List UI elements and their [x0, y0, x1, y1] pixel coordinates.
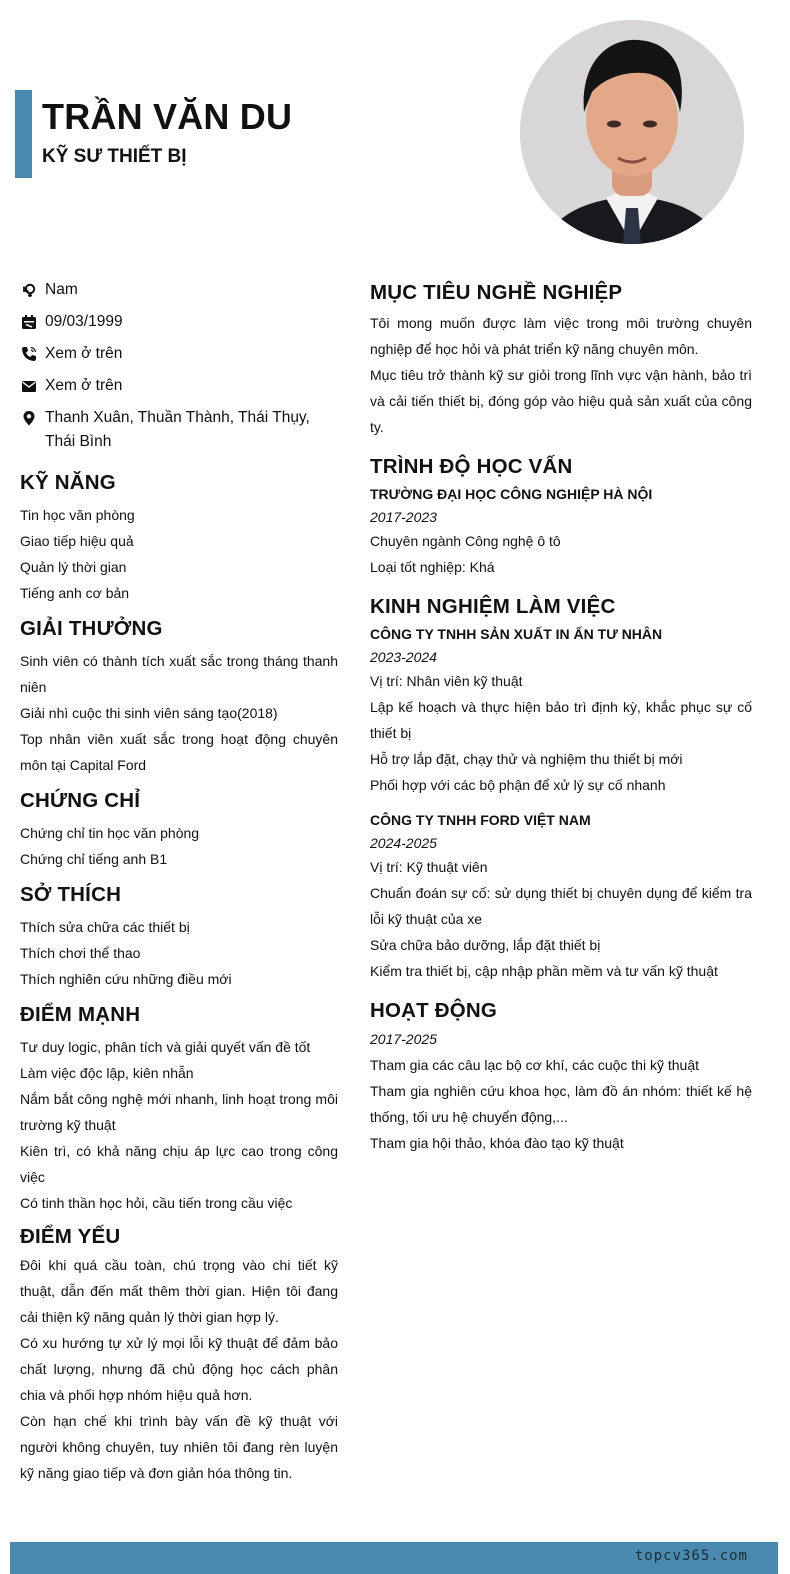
contact-gender — [20, 278, 338, 302]
objective-item: Mục tiêu trở thành kỹ sư giỏi trong lĩnh vực vận hành, bảo trì và cải tiến thiết bị, đóng góp vào hiệu quả sản xuất của công ty. — [370, 367, 752, 435]
awards-heading: GIẢI THƯỞNG — [20, 617, 163, 640]
weakness-item: Đôi khi quá cầu toàn, chú trọng vào chi tiết kỹ thuật, dẫn đến mất thêm thời gian. Hiện tôi đang cải thiện kỹ năng quản lý thời gian hợp lý. — [20, 1257, 338, 1325]
experience-job — [370, 622, 752, 798]
award-item: Sinh viên có thành tích xuất sắc trong tháng thanh niên — [20, 653, 338, 695]
education-heading: TRÌNH ĐỘ HỌC VẤN — [370, 455, 573, 478]
footer-bar — [10, 1542, 778, 1574]
job-item: Kiểm tra thiết bị, cập nhập phần mềm và tư vấn kỹ thuật — [370, 963, 718, 979]
job-company: CÔNG TY TNHH FORD VIỆT NAM — [370, 812, 591, 828]
objective-item: Tôi mong muốn được làm việc trong môi trường chuyên nghiệp để học hỏi và phát triển kỹ năng chuyên môn. — [370, 315, 752, 357]
job-period: 2024-2025 — [370, 835, 437, 851]
award-item: Top nhân viên xuất sắc trong hoạt động chuyên môn tại Capital Ford — [20, 731, 338, 773]
hobbies-section — [20, 882, 338, 992]
email-icon — [20, 374, 37, 398]
strength-item: Tư duy logic, phân tích và giải quyết vấn đề tốt — [20, 1039, 311, 1055]
objective-heading: MỤC TIÊU NGHỀ NGHIỆP — [370, 281, 623, 304]
job-item: Phối hợp với các bộ phận để xử lý sự cố nhanh — [370, 777, 666, 793]
experience-section — [370, 594, 752, 984]
hobby-item: Thích chơi thể thao — [20, 945, 141, 961]
certificate-item: Chứng chỉ tiếng anh B1 — [20, 851, 168, 867]
job-item: Sửa chữa bảo dưỡng, lắp đặt thiết bị — [370, 937, 601, 953]
hobbies-heading: SỞ THÍCH — [20, 883, 122, 906]
job-item: Vị trí: Nhân viên kỹ thuật — [370, 673, 523, 689]
strength-item: Có tinh thần học hỏi, cầu tiến trong cầu việc — [20, 1195, 293, 1211]
contact-address — [20, 406, 338, 454]
strengths-section — [20, 1002, 338, 1216]
contact-phone — [20, 342, 338, 366]
contact-email-text: Xem ở trên — [45, 377, 123, 394]
contact-birthday-text: 09/03/1999 — [45, 313, 123, 330]
education-school: TRƯỜNG ĐẠI HỌC CÔNG NGHIỆP HÀ NỘI — [370, 486, 653, 502]
award-item: Giải nhì cuộc thi sinh viên sáng tạo(2018) — [20, 705, 278, 721]
location-icon — [20, 406, 37, 430]
awards-section — [20, 616, 338, 778]
gender-icon — [20, 278, 37, 302]
candidate-position: KỸ SƯ THIẾT BỊ — [42, 146, 187, 167]
certificates-section — [20, 788, 338, 872]
profile-photo — [520, 20, 744, 244]
weakness-item: Có xu hướng tự xử lý mọi lỗi kỹ thuật để đảm bảo chất lượng, nhưng đã chủ động học cách phân chia và phối hợp nhóm hiệu quả hơn. — [20, 1335, 338, 1403]
calendar-icon — [20, 310, 37, 334]
certificate-item: Chứng chỉ tin học văn phòng — [20, 825, 200, 841]
contact-email — [20, 374, 338, 398]
job-period: 2023-2024 — [370, 649, 437, 665]
job-item: Lập kế hoạch và thực hiện bảo trì định kỳ, khắc phục sự cố thiết bị — [370, 699, 752, 741]
strengths-heading: ĐIỂM MẠNH — [20, 1003, 141, 1026]
candidate-name: TRẦN VĂN DU — [42, 96, 293, 137]
strength-item: Làm việc độc lập, kiên nhẫn — [20, 1065, 194, 1081]
hobby-item: Thích sửa chữa các thiết bị — [20, 919, 190, 935]
hobby-item: Thích nghiên cứu những điều mới — [20, 971, 232, 987]
education-item: Chuyên ngành Công nghệ ô tô — [370, 533, 561, 549]
contact-address-text: Thanh Xuân, Thuần Thành, Thái Thụy, Thái Bình — [45, 409, 310, 450]
experience-job — [370, 808, 752, 984]
footer-watermark: topcv365.com — [634, 1548, 748, 1564]
contact-gender-text: Nam — [45, 281, 78, 298]
activities-section — [370, 998, 752, 1156]
experience-heading: KINH NGHIỆM LÀM VIỆC — [370, 595, 616, 618]
left-column — [20, 278, 338, 1486]
education-period: 2017-2023 — [370, 509, 437, 525]
certificates-heading: CHỨNG CHỈ — [20, 789, 141, 812]
strength-item: Nắm bắt công nghệ mới nhanh, linh hoạt trong môi trường kỹ thuật — [20, 1091, 338, 1133]
objective-section — [370, 280, 752, 440]
weaknesses-section — [20, 1224, 338, 1486]
job-item: Chuẩn đoán sự cố: sử dụng thiết bị chuyên dụng để kiểm tra lỗi kỹ thuật của xe — [370, 885, 752, 927]
activities-period: 2017-2025 — [370, 1031, 437, 1047]
contact-list — [20, 278, 338, 454]
education-item: Loại tốt nghiệp: Khá — [370, 559, 495, 575]
job-item: Vị trí: Kỹ thuật viên — [370, 859, 488, 875]
skill-item: Tiếng anh cơ bản — [20, 585, 130, 601]
job-item: Hỗ trợ lắp đặt, chạy thử và nghiệm thu thiết bị mới — [370, 751, 683, 767]
skills-heading: KỸ NĂNG — [20, 471, 116, 494]
job-company: CÔNG TY TNHH SẢN XUẤT IN ẤN TƯ NHÂN — [370, 626, 663, 642]
skill-item: Tin học văn phòng — [20, 507, 135, 523]
skill-item: Giao tiếp hiệu quả — [20, 533, 134, 549]
strength-item: Kiên trì, có khả năng chịu áp lực cao trong công việc — [20, 1143, 338, 1185]
name-accent-bar — [15, 90, 32, 178]
contact-birthday — [20, 310, 338, 334]
education-section — [370, 454, 752, 580]
activity-item: Tham gia các câu lạc bộ cơ khí, các cuộc thi kỹ thuật — [370, 1057, 699, 1073]
activity-item: Tham gia nghiên cứu khoa học, làm đồ án nhóm: thiết kế hệ thống, tối ưu hệ chuyển động,... — [370, 1083, 752, 1125]
contact-phone-text: Xem ở trên — [45, 345, 123, 362]
phone-icon — [20, 342, 37, 366]
activity-item: Tham gia hội thảo, khóa đào tạo kỹ thuật — [370, 1135, 624, 1151]
skill-item: Quản lý thời gian — [20, 559, 127, 575]
skills-section — [20, 470, 338, 606]
activities-heading: HOẠT ĐỘNG — [370, 999, 498, 1022]
right-column — [370, 280, 752, 1156]
weakness-item: Còn hạn chế khi trình bày vấn đề kỹ thuật với người không chuyên, tuy nhiên tôi đang rèn luyện kỹ năng giao tiếp và đơn giản hóa thông tin. — [20, 1413, 338, 1481]
weaknesses-heading: ĐIỂM YẾU — [20, 1225, 121, 1248]
